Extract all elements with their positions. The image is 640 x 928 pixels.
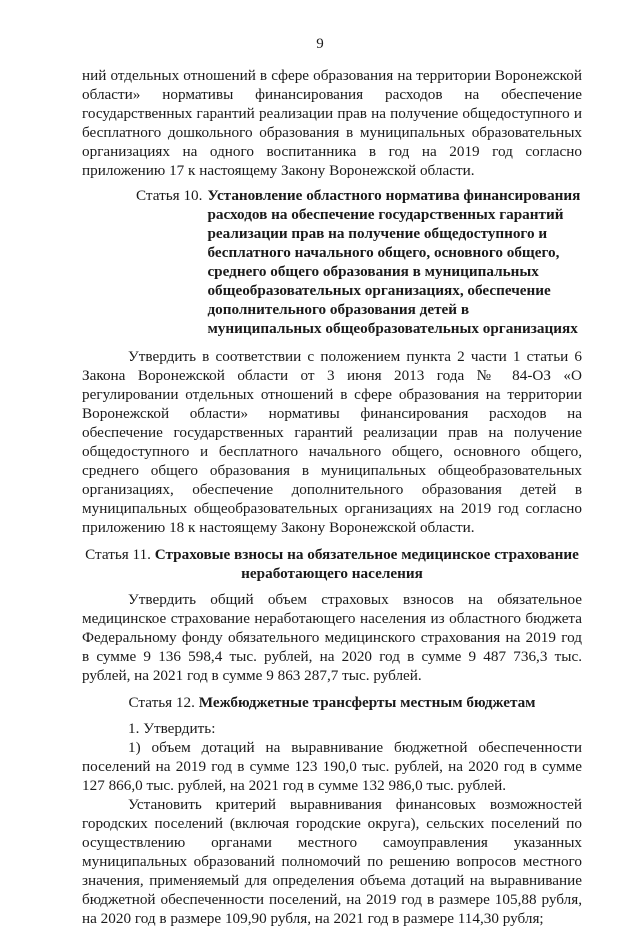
page-content — [82, 66, 582, 928]
intro-paragraph: ний отдельных отношений в сфере образования на территории Воронежской области» нормативы финансирования расходов на обеспечение государственных гарантий реализации прав на получение общедоступного и бесплатного дошкольного образования в муниципальных образовательных организациях на одного воспитанника в год на 2019 год согласно приложению 17 к настоящему Закону Воронежской области. — [82, 67, 582, 179]
article-12-item-1-1: 1) объем дотаций на выравнивание бюджетной обеспеченности поселений на 2019 год в сумме 123 190,0 тыс. рублей, на 2020 год в сумме 127 866,0 тыс. рублей, на 2021 год в сумме 132 986,0 тыс. рублей. — [82, 739, 582, 794]
article-12-heading — [82, 693, 582, 712]
article-12-criterion: Установить критерий выравнивания финансовых возможностей городских поселений (включая городские округа), сельских поселений по осуществлению органами местного самоуправления указанных муниципальных образований полномочий по решению вопросов местного значения, применяемый для определения объема дотаций на выравнивание бюджетной обеспеченности поселений, на 2019 год в размере 105,88 рубля, на 2020 год в размере 109,90 рубля, на 2021 год в размере 114,30 рубля; — [82, 796, 582, 927]
article-11-title: Страховые взносы на обязательное медицинское страхование неработающего населения — [154, 546, 579, 582]
page-number: 9 — [316, 36, 324, 52]
article-11-label: Статья 11. — [85, 546, 151, 563]
article-10-title: Установление областного норматива финансирования расходов на обеспечение государственных гарантий реализации прав на получение общедоступного и бесплатного начального общего, основного общего, среднего общего образования в муниципальных общеобразовательных организациях, обеспечение дополнительного образования детей в муниципальных общеобразовательных организациях — [207, 187, 581, 337]
article-12-label: Статья 12. — [128, 694, 195, 711]
article-11-heading — [82, 545, 582, 583]
article-12-item-1: 1. Утвердить: — [128, 720, 216, 737]
article-10-label: Статья 10. — [136, 187, 203, 204]
article-11-text: Утвердить общий объем страховых взносов на обязательное медицинское страхование неработающего населения из областного бюджета Федеральному фонду обязательного медицинского страхования на 2019 год в сумме 9 136 598,4 тыс. рублей, на 2020 год в сумме 9 487 736,3 тыс. рублей, на 2021 год в сумме 9 863 287,7 тыс. рублей. — [82, 591, 582, 684]
article-10-heading — [82, 186, 582, 338]
article-12-title: Межбюджетные трансферты местным бюджетам — [198, 694, 536, 711]
article-10-text: Утвердить в соответствии с положением пункта 2 части 1 статьи 6 Закона Воронежской области от 3 июня 2013 года № 84-ОЗ «О регулировании отдельных отношений в сфере образования на территории Воронежской области» нормативы финансирования расходов на обеспечение государственных гарантий реализации прав на получение общедоступного и бесплатного начального общего, основного общего, среднего общего образования в муниципальных общеобразовательных организациях, обеспечение дополнительного образования детей в муниципальных общеобразовательных организациях на 2019 год согласно приложению 18 к настоящему Закону Воронежской области. — [82, 348, 582, 536]
